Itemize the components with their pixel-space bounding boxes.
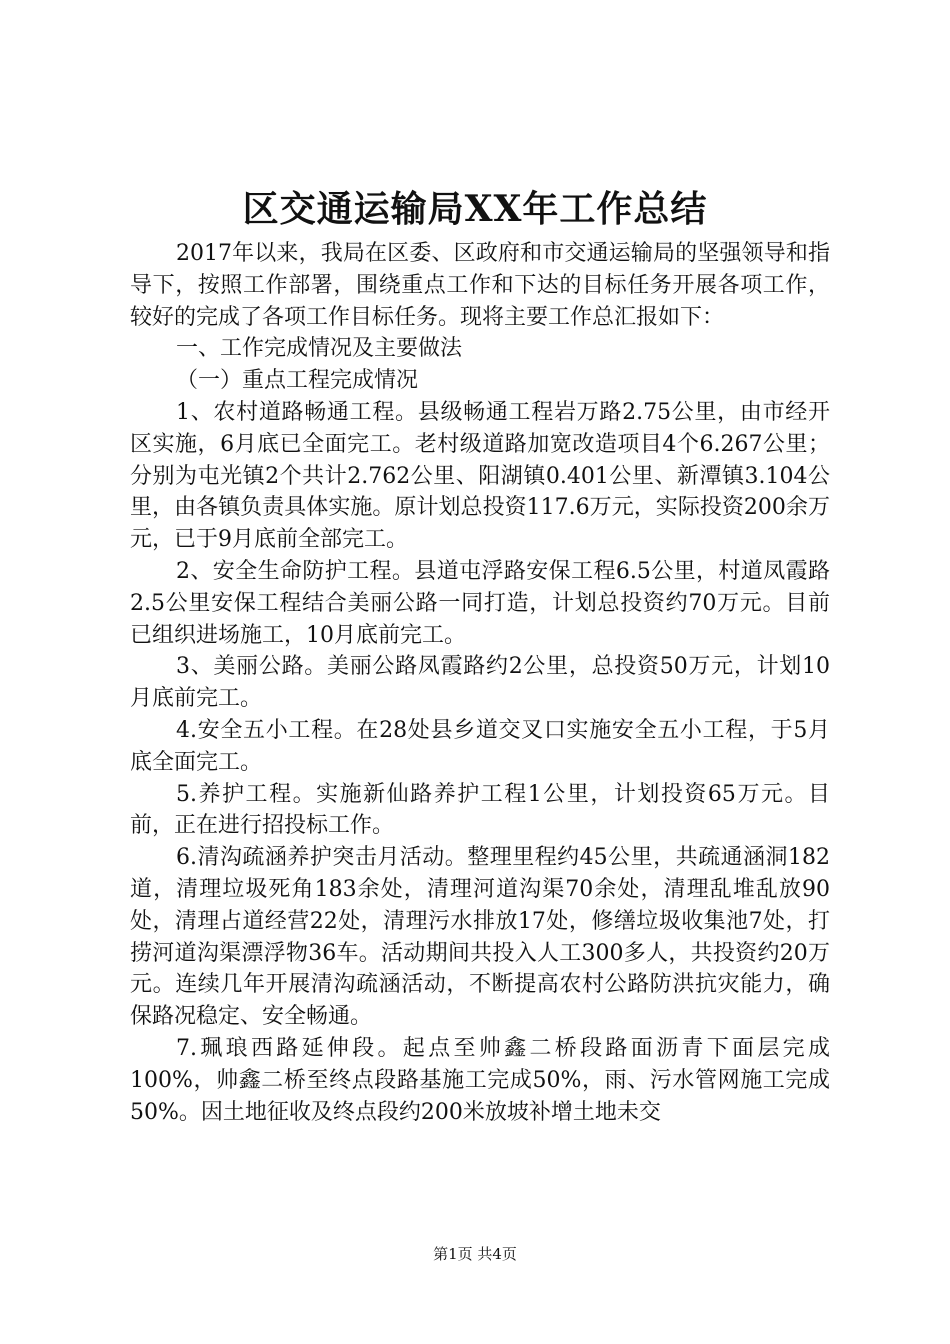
subsection-heading: （一）重点工程完成情况 <box>176 368 419 394</box>
paragraph-item: 7.珮琅西路延伸段。起点至帅鑫二桥段路面沥青下面层完成100%，帅鑫二桥至终点段路基施工完成50%，雨、污水管网施工完成50%。因土地征收及终点段约200米放坡补增土地未交 <box>130 1035 830 1125</box>
page-footer: 第1页 共4页 <box>433 1245 517 1263</box>
paragraph-item: 2、安全生命防护工程。县道屯浮路安保工程6.5公里，村道凤霞路2.5公里安保工程结合美丽公路一同打造，计划总投资约70万元。目前已组织进场施工，10月底前完工。 <box>130 558 830 648</box>
paragraph-item: 3、美丽公路。美丽公路凤霞路约2公里，总投资50万元，计划10月底前完工。 <box>130 654 830 712</box>
paragraph-item: 6.清沟疏涵养护突击月活动。整理里程约45公里，共疏通涵洞182道，清理垃圾死角183余处，清理河道沟渠70余处，清理乱堆乱放90处，清理占道经营22处，清理污水排放17处，修缮垃圾收集池7处，打捞河道沟渠漂浮物36车。活动期间共投入人工300多人，共投资约20万元。连续几年开展清沟疏涵活动，不断提高农村公路防洪抗灾能力，确保路况稳定、安全畅通。 <box>130 845 830 1030</box>
document-body <box>130 238 830 1128</box>
paragraph-intro: 2017年以来，我局在区委、区政府和市交通运输局的坚强领导和指导下，按照工作部署，围绕重点工作和下达的目标任务开展各项工作，较好的完成了各项工作目标任务。现将主要工作总汇报如下： <box>130 241 830 330</box>
paragraph-item: 5.养护工程。实施新仙路养护工程1公里，计划投资65万元。目前，正在进行招投标工作。 <box>130 781 830 839</box>
paragraph-item: 4.安全五小工程。在28处县乡道交叉口实施安全五小工程，于5月底全面完工。 <box>130 717 830 775</box>
paragraph-item: 1、农村道路畅通工程。县级畅通工程岩万路2.75公里，由市经开区实施，6月底已全面完工。老村级道路加宽改造项目4个6.267公里；分别为屯光镇2个共计2.762公里、阳湖镇0.401公里、新潭镇3.104公里，由各镇负责具体实施。原计划总投资117.6万元，实际投资200余万元，已于9月底前全部完工。 <box>130 399 830 553</box>
document-title: 区交通运输局XX年工作总结 <box>242 188 708 230</box>
section-heading: 一、工作完成情况及主要做法 <box>176 336 463 362</box>
